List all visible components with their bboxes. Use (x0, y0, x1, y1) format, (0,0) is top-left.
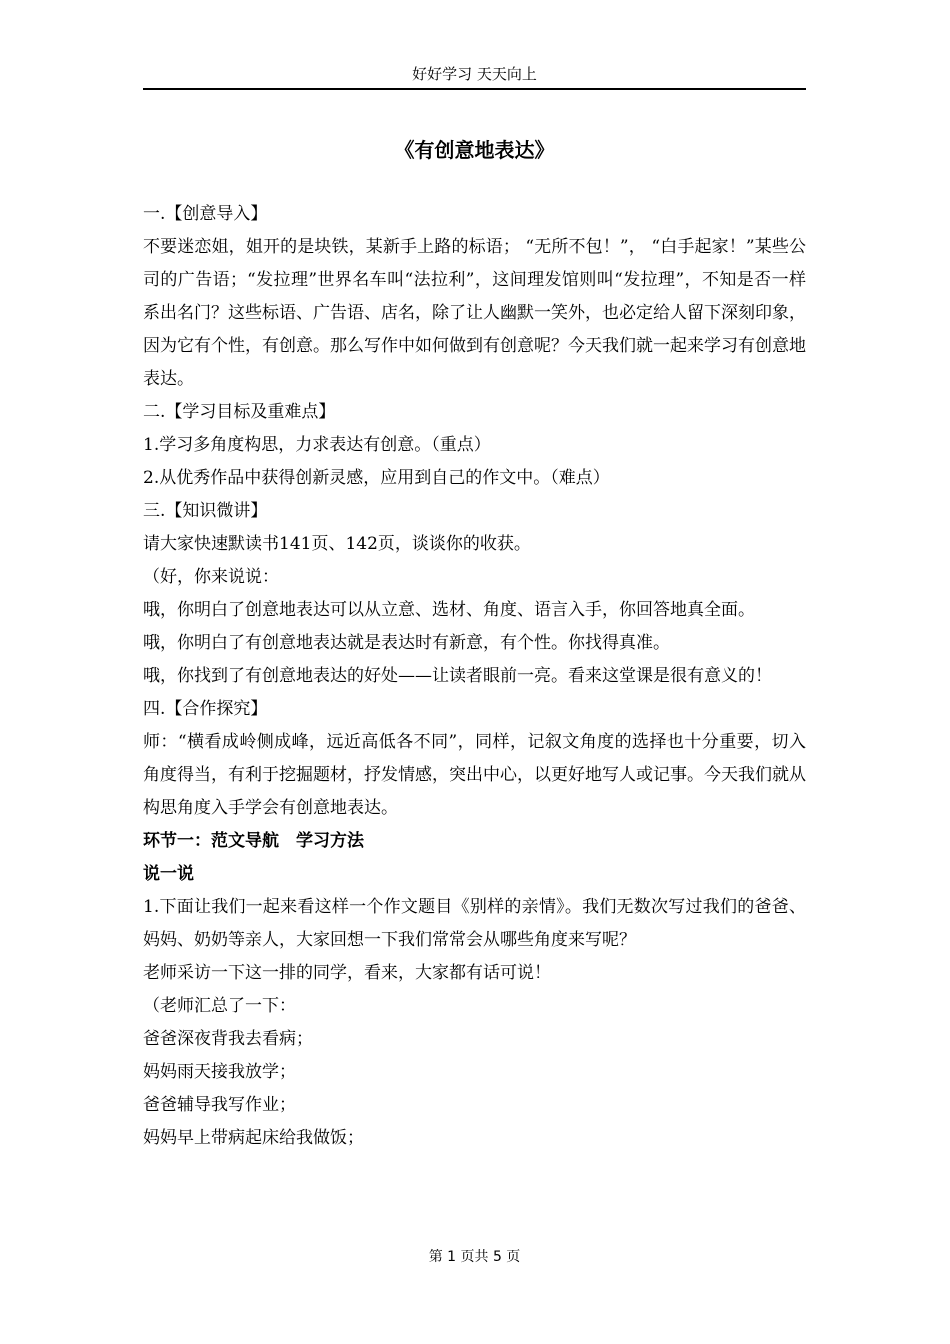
paragraph: 哦，你明白了创意地表达可以从立意、选材、角度、语言入手，你回答地真全面。 (143, 600, 755, 620)
paragraph: 妈妈雨天接我放学； (143, 1062, 296, 1082)
paragraph: 哦，你明白了有创意地表达就是表达时有新意，有个性。你找得真准。 (143, 633, 670, 653)
paragraph: 2.从优秀作品中获得创新灵感，应用到自己的作文中。（难点） (143, 468, 610, 488)
paragraph: 妈妈早上带病起床给我做饭； (143, 1128, 364, 1148)
page-number: 第 1 页共 5 页 (428, 1249, 521, 1265)
paragraph: 哦，你找到了有创意地表达的好处——让读者眼前一亮。看来这堂课是很有意义的！ (143, 666, 772, 686)
paragraph: 说一说 (143, 864, 194, 884)
paragraph: 四.【合作探究】 (143, 699, 268, 719)
paragraph: 一.【创意导入】 (143, 204, 268, 224)
paragraph: 不要迷恋姐，姐开的是块铁，某新手上路的标语； “无所不包！”， “白手起家！”某些公司的广告语；“发拉理”世界名车叫“法拉利”，这间理发馆则叫“发拉理”，不知是否一样系出名门？这些标语、广告语、店名，除了让人幽默一笑外，也必定给人留下深刻印象，因为它有个性，有创意。那么写作中如何做到有创意呢？今天我们就一起来学习有创意地表达。 (143, 237, 806, 389)
paragraph: 环节一：范文导航 学习方法 (143, 831, 364, 851)
paragraph: 师：“横看成岭侧成峰，远近高低各不同”，同样，记叙文角度的选择也十分重要，切入角度得当，有利于挖掘题材，抒发情感，突出中心，以更好地写人或记事。今天我们就从构思角度入手学会有创意地表达。 (143, 732, 806, 818)
paragraph: （老师汇总了一下： (143, 996, 296, 1016)
header-text: 好好学习 天天向上 (412, 65, 537, 83)
paragraph: 爸爸辅导我写作业； (143, 1095, 296, 1115)
paragraph: 请大家快速默读书141页、142页，谈谈你的收获。 (143, 534, 531, 554)
page-footer (143, 1245, 806, 1269)
document-title: 《有创意地表达》 (394, 138, 555, 162)
paragraph: 1.学习多角度构思，力求表达有创意。（重点） (143, 435, 491, 455)
paragraph: 爸爸深夜背我去看病； (143, 1029, 313, 1049)
paragraph: 三.【知识微讲】 (143, 501, 268, 521)
document-body (143, 198, 806, 1155)
paragraph: （好，你来说说： (143, 567, 279, 587)
paragraph: 老师采访一下这一排的同学，看来，大家都有话可说！ (143, 963, 551, 983)
page-header (143, 60, 806, 90)
paragraph: 二.【学习目标及重难点】 (143, 402, 336, 422)
paragraph: 1.下面让我们一起来看这样一个作文题目《别样的亲情》。我们无数次写过我们的爸爸、妈妈、奶奶等亲人，大家回想一下我们常常会从哪些角度来写呢？ (143, 897, 806, 950)
